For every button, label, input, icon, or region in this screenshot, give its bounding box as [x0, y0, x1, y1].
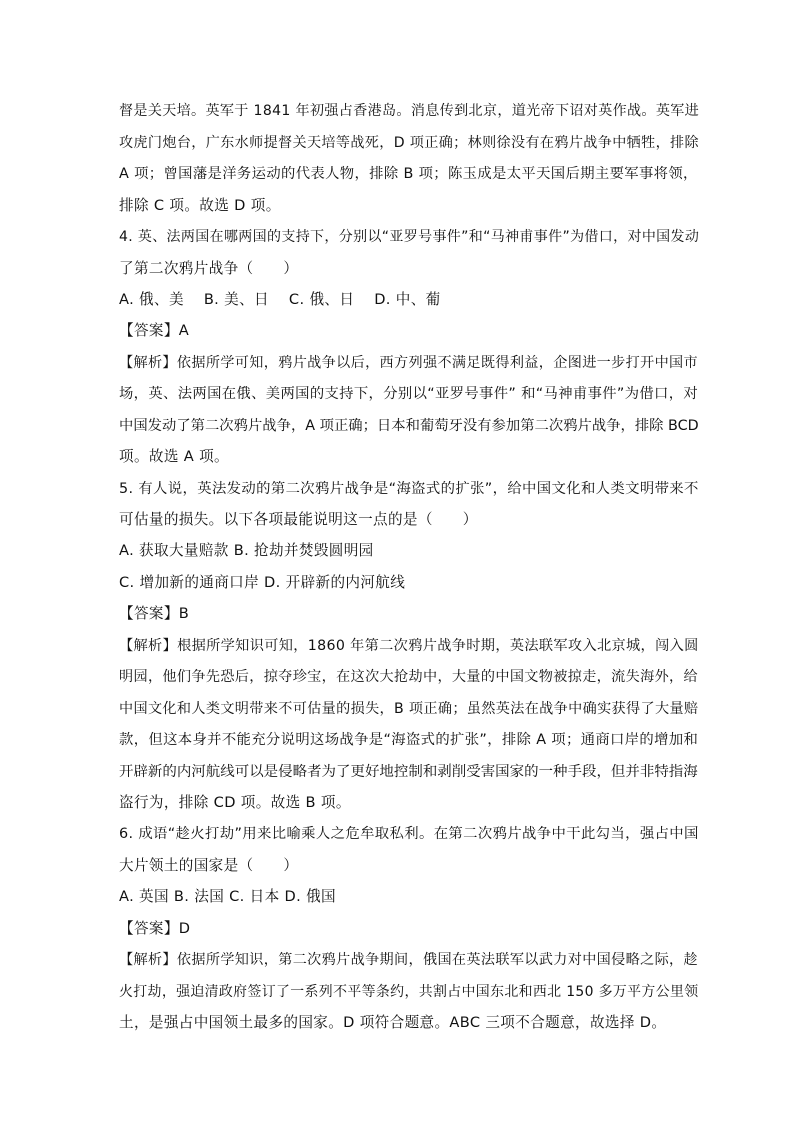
- question-6-analysis: 土，是强占中国领土最多的国家。D 项符合题意。ABC 三项不合题意，故选择 D。: [119, 1014, 667, 1031]
- question-6-stem: 6. 成语“趁火打劫”用来比喻乘人之危牟取私利。在第二次鸦片战争中干此勾当，强占中国: [119, 826, 699, 842]
- question-4-analysis: 项。故选 A 项。: [119, 448, 229, 465]
- question-5-answer: 【答案】B: [119, 605, 190, 622]
- question-5-analysis: 款，但这本身并不能充分说明这场战争是“海盗式的扩张”，排除 A 项；通商口岸的增加和: [119, 732, 699, 748]
- text-line: 排除 C 项。故选 D 项。: [119, 197, 281, 214]
- question-4-answer: 【答案】A: [119, 322, 190, 339]
- question-6-answer: 【答案】D: [119, 920, 191, 937]
- question-5-analysis: 盗行为，排除 CD 项。故选 B 项。: [119, 794, 351, 811]
- question-5-analysis: 开辟新的内河航线可以是侵略者为了更好地控制和剥削受害国家的一种手段，但并非特指海: [119, 764, 698, 780]
- question-6-analysis: 火打劫，强迫清政府签订了一系列不平等条约，共割占中国东北和西北 150 多万平方公里领: [119, 984, 699, 1000]
- question-6-options: A. 英国 B. 法国 C. 日本 D. 俄国: [119, 888, 336, 905]
- question-4-stem: 4. 英、法两国在哪两国的支持下，分别以“亚罗号事件”和“马神甫事件”为借口，对中国发动: [119, 229, 700, 245]
- question-5-options: A. 获取大量赔款 B. 抢劫并焚毁圆明园: [119, 542, 374, 559]
- question-4-stem: 了第二次鸦片战争（ ）: [119, 260, 299, 277]
- text-line: 督是关天培。英军于 1841 年初强占香港岛。消息传到北京，道光帝下诏对英作战。英军进: [119, 103, 700, 119]
- question-5-options: C. 增加新的通商口岸 D. 开辟新的内河航线: [119, 574, 406, 591]
- question-5-stem: 5. 有人说，英法发动的第二次鸦片战争是“海盗式的扩张”，给中国文化和人类文明带来不: [119, 481, 699, 497]
- question-4-analysis: 场，英、法两国在俄、美两国的支持下，分别以“亚罗号事件” 和“马神甫事件”为借口，对: [119, 386, 699, 402]
- text-line: 攻虎门炮台，广东水师提督关天培等战死，D 项正确；林则徐没有在鸦片战争中牺牲，排除: [119, 135, 699, 151]
- question-4-options: A. 俄、美 B. 美、日 C. 俄、日 D. 中、葡: [119, 291, 441, 308]
- question-5-analysis: 中国文化和人类文明带来不可估量的损失，B 项正确；虽然英法在战争中确实获得了大量赔: [119, 701, 699, 717]
- question-5-analysis: 明园，他们争先恐后，掠夺珍宝，在这次大抢劫中，大量的中国文物被掠走，流失海外，给: [119, 669, 699, 685]
- question-5-analysis: 【解析】根据所学知识可知，1860 年第二次鸦片战争时期，英法联军攻入北京城，闯入圆: [119, 638, 699, 654]
- question-5-stem: 可估量的损失。以下各项最能说明这一点的是（ ）: [119, 511, 478, 528]
- question-6-analysis: 【解析】依据所学知识，第二次鸦片战争期间，俄国在英法联军以武力对中国侵略之际，趁: [119, 952, 699, 968]
- question-4-analysis: 中国发动了第二次鸦片战争，A 项正确；日本和葡萄牙没有参加第二次鸦片战争，排除 BCD: [119, 418, 699, 434]
- question-6-stem: 大片领土的国家是（ ）: [119, 857, 299, 874]
- question-4-analysis: 【解析】依据所学可知，鸦片战争以后，西方列强不满足既得利益，企图进一步打开中国市: [119, 355, 699, 371]
- text-line: A 项；曾国藩是洋务运动的代表人物，排除 B 项；陈玉成是太平天国后期主要军事将领，: [119, 166, 698, 182]
